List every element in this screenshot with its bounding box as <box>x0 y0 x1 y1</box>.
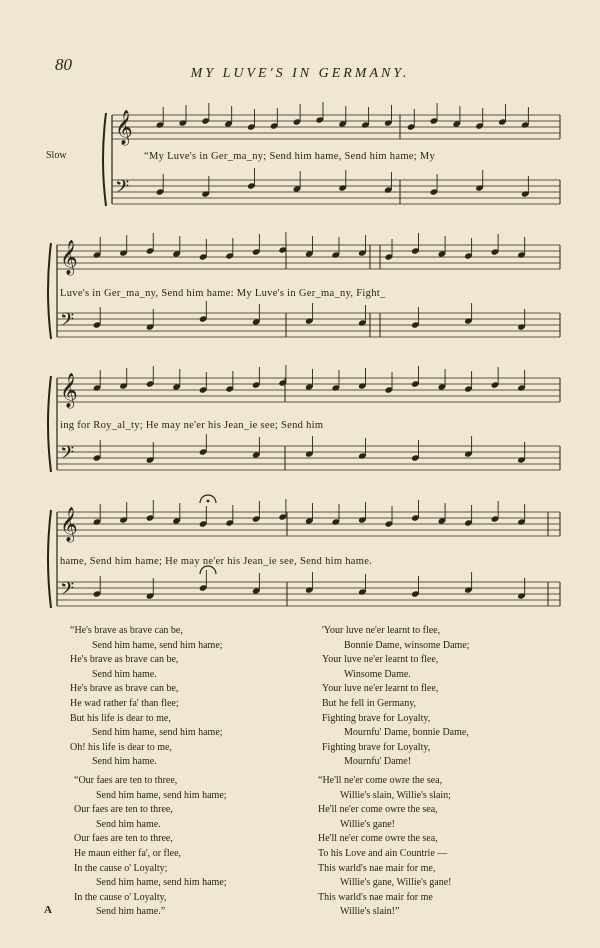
verse-line: In the cause o' Loyalty, <box>74 891 167 903</box>
fermata-dot <box>207 500 210 503</box>
verse-right-1 <box>322 624 470 770</box>
lyrics-system-1: “My Luve's in Ger_ma_ny; Send him hame, Send him hame; My <box>144 151 436 162</box>
lyrics-system-3: ing for Roy_al_ty; He may ne'er his Jean_ie see; Send him <box>60 420 324 431</box>
system-brace <box>48 510 51 608</box>
verse-line: But his life is dear to me, <box>70 712 171 724</box>
bass-clef-icon: 𝄢 <box>60 443 75 468</box>
verse-line: He'll ne'er come owre the sea, <box>318 804 438 816</box>
treble-clef-icon: 𝄞 <box>115 110 133 145</box>
verse-line: Send him hame. <box>92 668 157 680</box>
verse-line: He's brave as brave can be, <box>70 654 179 666</box>
verse-line: Fighting brave for Loyalty, <box>322 741 431 753</box>
verse-line: Willie's slain, Willie's slain; <box>340 789 451 801</box>
verse-line: “Our faes are ten to three, <box>74 775 178 786</box>
verse-line: To his Love and ain Countrie — <box>318 847 448 859</box>
verse-line: He wad rather fa' than flee; <box>70 697 179 709</box>
page-number: 80 <box>55 55 72 74</box>
verse-line: Send him hame, send him hame; <box>92 727 223 739</box>
verse-line: Our faes are ten to three, <box>74 833 173 845</box>
verse-line: Send him hame, send him hame; <box>96 789 227 801</box>
verse-line: Your luve ne'er learnt to flee, <box>322 683 439 695</box>
verse-line: “He'll ne'er come owre the sea, <box>318 775 443 786</box>
verse-line: This warld's nae mair for me, <box>318 862 436 874</box>
verse-line: Willie's gane, Willie's gane! <box>340 877 452 889</box>
signature-mark: A <box>44 904 52 916</box>
verse-left-2 <box>74 774 227 920</box>
verse-line: Mournfu' Dame! <box>344 756 412 768</box>
verse-line: Oh! his life is dear to me, <box>70 741 172 753</box>
system-brace <box>103 113 106 206</box>
treble-clef-icon: 𝄞 <box>60 373 78 408</box>
verse-line: Send him hame, send him hame; <box>92 639 223 651</box>
lyrics-system-4: hame, Send him hame; He may ne'er his Jean_ie see, Send him hame. <box>60 556 373 567</box>
verse-line: He maun either fa', or flee, <box>74 847 182 859</box>
verse-right-2 <box>318 774 451 920</box>
verse-line: Your luve ne'er learnt to flee, <box>322 654 439 666</box>
bass-clef-icon: 𝄢 <box>60 579 75 604</box>
tempo-marking: Slow <box>46 150 67 161</box>
verse-line: Willie's slain!” <box>340 906 400 918</box>
verse-line: In the cause o' Loyalty; <box>74 862 168 874</box>
song-title: MY LUVE'S IN GERMANY. <box>190 66 410 81</box>
verse-line: Mournfu' Dame, bonnie Dame, <box>344 727 469 739</box>
verse-line: He'll ne'er come owre the sea, <box>318 833 438 845</box>
bass-clef-icon: 𝄢 <box>60 310 75 335</box>
verse-line: Fighting brave for Loyalty, <box>322 712 431 724</box>
system-brace <box>48 376 51 472</box>
treble-clef-icon: 𝄞 <box>60 507 78 542</box>
verse-line: But he fell in Germany, <box>322 697 417 709</box>
fermata-icon <box>200 566 216 574</box>
verse-line: Send him hame, send him hame; <box>96 877 227 889</box>
bass-clef-icon: 𝄢 <box>115 177 130 202</box>
verse-line: “He's brave as brave can be, <box>70 625 183 636</box>
verse-line: Send him hame.” <box>96 906 166 918</box>
verse-line: Send him hame. <box>96 818 161 830</box>
verse-line: Our faes are ten to three, <box>74 804 173 816</box>
verse-line: 'Your luve ne'er learnt to flee, <box>322 625 441 636</box>
verse-line: Send him hame. <box>92 756 157 768</box>
verse-line: This warld's nae mair for me <box>318 891 433 903</box>
verse-line: Bonnie Dame, winsome Dame; <box>344 639 470 651</box>
lyrics-system-2: Luve's in Ger_ma_ny, Send him hame: My Luve's in Ger_ma_ny, Fight_ <box>60 288 386 299</box>
verse-line: Willie's gane! <box>340 818 395 830</box>
system-brace <box>48 243 51 339</box>
verse-line: Winsome Dame. <box>344 668 411 680</box>
treble-clef-icon: 𝄞 <box>60 240 78 275</box>
verse-line: He's brave as brave can be, <box>70 683 179 695</box>
verse-left-1 <box>70 624 223 770</box>
